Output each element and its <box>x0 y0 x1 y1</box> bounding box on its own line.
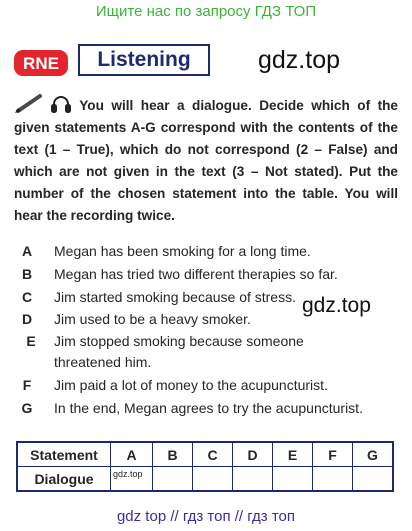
column-header: G <box>353 442 394 467</box>
statement-letter: D <box>21 311 33 327</box>
svg-text:RNE: RNE <box>23 54 59 73</box>
answer-cell-g[interactable] <box>353 467 394 492</box>
statement-letter: G <box>21 400 33 416</box>
headphones-icon <box>52 97 70 112</box>
answer-cell-b[interactable] <box>153 467 193 492</box>
top-banner: Ищите нас по запросу ГДЗ ТОП <box>95 3 317 20</box>
statement-text: Jim used to be a heavy smoker. <box>54 311 251 327</box>
table-row <box>17 442 393 467</box>
statement-text: Jim paid a lot of money to the acupuncturist. <box>54 377 328 393</box>
watermark: gdz.top <box>302 294 371 317</box>
statement-letter: A <box>21 243 33 259</box>
table-row <box>17 467 393 492</box>
watermark: gdz.top <box>258 46 341 74</box>
statement-text: Megan has been smoking for a long time. <box>54 243 311 259</box>
column-header: E <box>273 442 313 467</box>
pencil-icon <box>15 96 40 113</box>
statement-text: Jim started smoking because of stress. <box>54 289 296 305</box>
column-header: B <box>153 442 193 467</box>
statement-g <box>16 398 404 422</box>
statement-e <box>16 331 404 375</box>
answer-cell-d[interactable] <box>233 467 273 492</box>
column-header: A <box>111 442 153 467</box>
statement-text: In the end, Megan agrees to try the acupuncturist. <box>54 400 363 416</box>
bottom-banner: gdz top // гдз топ // гдз топ <box>116 508 296 525</box>
column-header: D <box>233 442 273 467</box>
task-icons <box>14 94 72 114</box>
statement-f <box>16 375 404 398</box>
statement-letter: E <box>26 333 36 349</box>
statement-letter: C <box>21 289 33 305</box>
answer-cell-a[interactable]: gdz.top <box>111 467 153 492</box>
statement-letter: B <box>21 266 33 282</box>
rne-logo <box>14 50 68 76</box>
statement-text: Jim stopped smoking because someone threatened him. <box>54 333 304 370</box>
section-header <box>14 44 404 80</box>
statement-text: Megan has tried two different therapies so far. <box>54 266 338 282</box>
row-label-dialogue: Dialogue <box>17 467 111 492</box>
column-header: C <box>193 442 233 467</box>
task-instructions <box>14 94 398 227</box>
column-header: F <box>313 442 353 467</box>
row-label-statement: Statement <box>17 442 111 467</box>
instructions-text: You will hear a dialogue. Decide which of the given statements A-G correspond with the contents of the text (1 – True), which do not correspond (2 – False) and which are not given in the text (3 – Not stated). Put the number of the chosen statement into the table. You will hear the recording twice. <box>14 98 398 223</box>
statement-a <box>16 241 404 264</box>
statements-list <box>16 241 404 422</box>
statement-b <box>16 264 404 287</box>
answer-cell-f[interactable] <box>313 467 353 492</box>
answer-table <box>16 441 394 492</box>
answer-cell-c[interactable] <box>193 467 233 492</box>
statement-letter: F <box>22 377 32 393</box>
section-title: Listening <box>78 44 210 76</box>
answer-cell-e[interactable] <box>273 467 313 492</box>
